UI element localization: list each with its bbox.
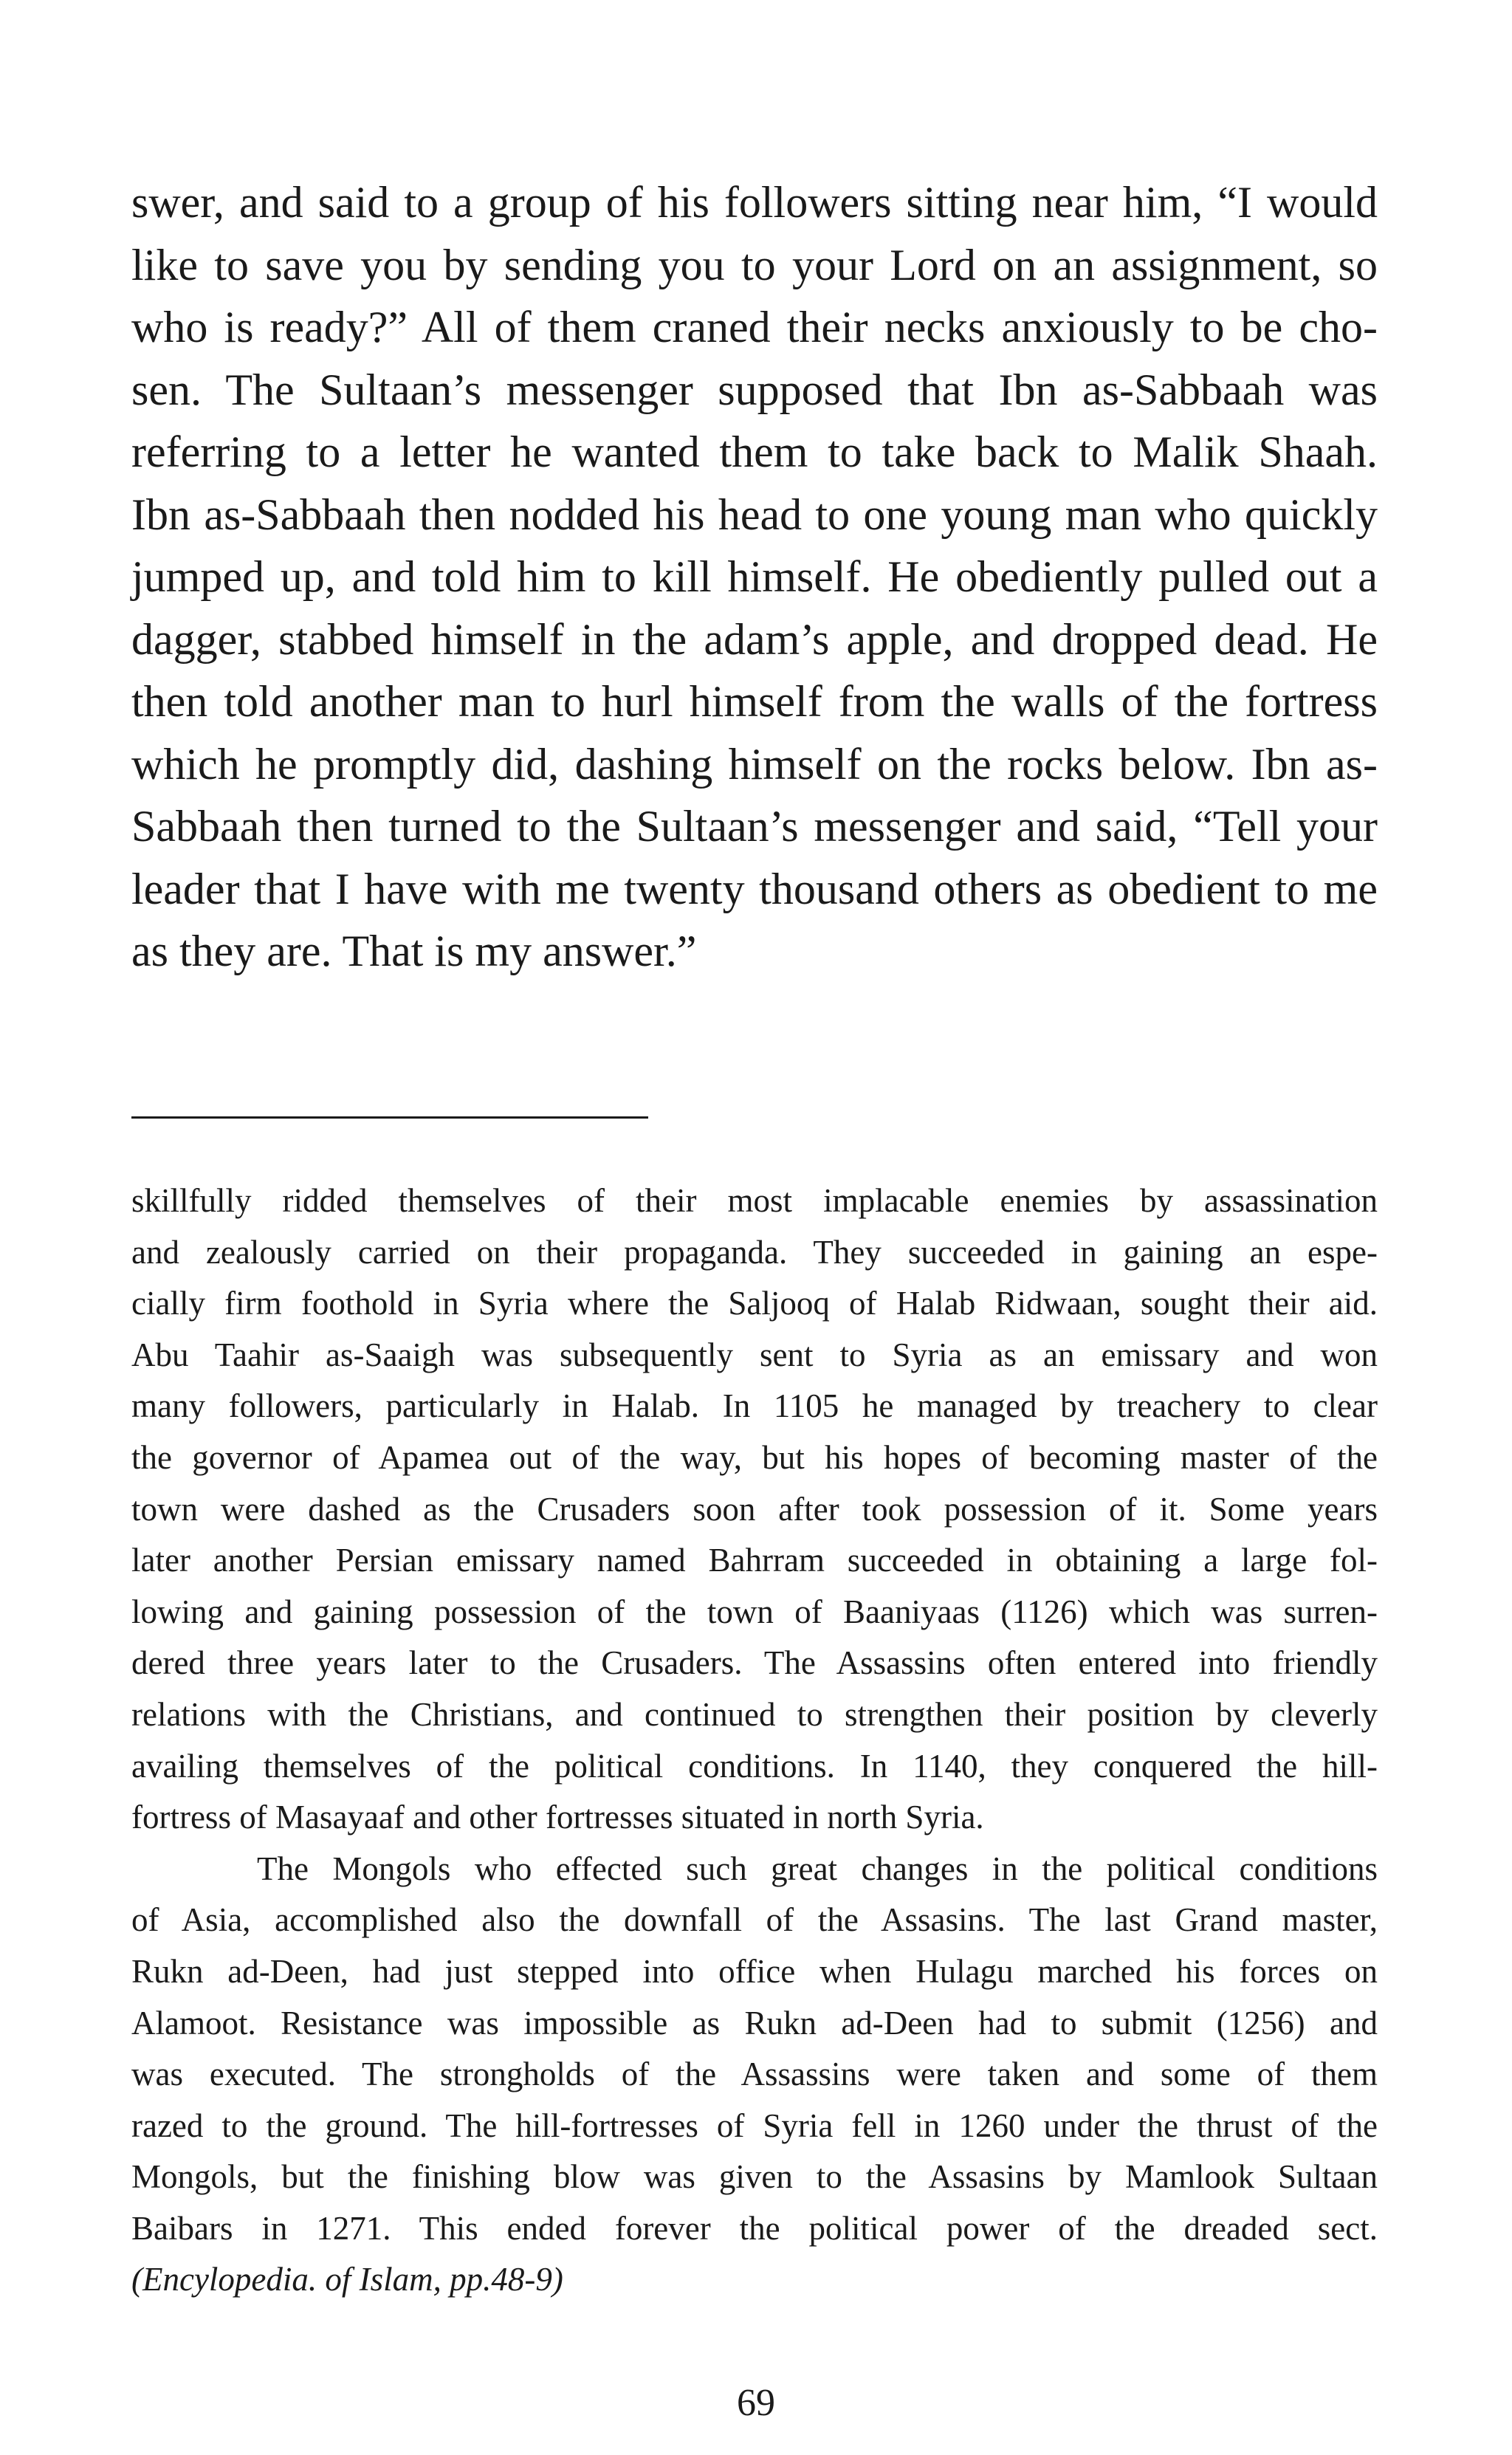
footnote-line: razed to the ground. The hill-fortresses of Syria fell in 1260 under the thrust of the <box>131 2107 1378 2144</box>
footnote-line: town were dashed as the Crusaders soon after took possession of it. Some years <box>131 1490 1378 1528</box>
main-line: who is ready?” All of them craned their necks anxiously to be cho- <box>131 303 1378 351</box>
footnote-line: dered three years later to the Crusaders. The Assassins often entered into friendly <box>131 1644 1378 1682</box>
main-text-block <box>131 171 1378 983</box>
footnote-line: Rukn ad-Deen, had just stepped into office when Hulagu marched his forces on <box>131 1952 1378 1990</box>
footnote-line: The Mongols who effected such great changes in the political conditions <box>257 1850 1378 1887</box>
footnote-line: of Asia, accomplished also the downfall of the Assasins. The last Grand master, <box>131 1901 1378 1939</box>
main-line: sen. The Sultaan’s messenger supposed that Ibn as-Sabbaah was <box>131 365 1378 414</box>
footnote-line: Abu Taahir as-Saaigh was subsequently sent to Syria as an emissary and won <box>131 1336 1378 1373</box>
footnote-line: Baibars in 1271. This ended forever the political power of the dreaded sect. <box>131 2209 1378 2247</box>
main-line: as they are. That is my answer.” <box>131 927 697 975</box>
footnote-line: fortress of Masayaaf and other fortresses situated in north Syria. <box>131 1799 984 1836</box>
footnote-line: availing themselves of the political conditions. In 1140, they conquered the hill- <box>131 1747 1378 1785</box>
main-line: jumped up, and told him to kill himself. He obediently pulled out a <box>131 552 1378 601</box>
main-line: Ibn as-Sabbaah then nodded his head to one young man who quickly <box>131 490 1378 539</box>
footnote-line: cially firm foothold in Syria where the Saljooq of Halab Ridwaan, sought their aid. <box>131 1285 1378 1322</box>
main-paragraph <box>131 171 1378 983</box>
footnote-line: Mongols, but the finishing blow was given to the Assasins by Mamlook Sultaan <box>131 2158 1378 2196</box>
page-number: 69 <box>737 2382 775 2424</box>
footnote-line: the governor of Apamea out of the way, but his hopes of becoming master of the <box>131 1438 1378 1476</box>
footnote-line: was executed. The strongholds of the Assassins were taken and some of them <box>131 2056 1378 2093</box>
main-line: leader that I have with me twenty thousand others as obedient to me <box>131 864 1378 913</box>
main-line: referring to a letter he wanted them to take back to Malik Shaah. <box>131 428 1378 476</box>
main-line: like to save you by sending you to your Lord on an assignment, so <box>131 240 1378 289</box>
footnote-line: skillfully ridded themselves of their most implacable enemies by assassination <box>131 1182 1378 1219</box>
main-line: then told another man to hurl himself from the walls of the fortress <box>131 677 1378 726</box>
main-line: Sabbaah then turned to the Sultaan’s messenger and said, “Tell your <box>131 802 1378 851</box>
footnote-block <box>131 1175 1378 2306</box>
footnote-citation: (Encylopedia. of Islam, pp.48-9) <box>131 2261 563 2298</box>
main-line: dagger, stabbed himself in the adam’s apple, and dropped dead. He <box>131 614 1378 664</box>
footnote-divider <box>131 1116 648 1119</box>
footnote-line: lowing and gaining possession of the town of Baaniyaas (1126) which was surren- <box>131 1593 1378 1630</box>
footnote-line: and zealously carried on their propaganda. They succeeded in gaining an espe- <box>131 1233 1378 1271</box>
footnote-line: many followers, particularly in Halab. In 1105 he managed by treachery to clear <box>131 1387 1378 1425</box>
main-line: swer, and said to a group of his followers sitting near him, “I would <box>131 178 1378 227</box>
main-line: which he promptly did, dashing himself on the rocks below. Ibn as- <box>131 739 1378 789</box>
footnote-line: later another Persian emissary named Bahrram succeeded in obtaining a large fol- <box>131 1542 1378 1579</box>
footnote-line: relations with the Christians, and continued to strengthen their position by cleverly <box>131 1695 1378 1733</box>
footnote-line: Alamoot. Resistance was impossible as Rukn ad-Deen had to submit (1256) and <box>131 2004 1378 2042</box>
